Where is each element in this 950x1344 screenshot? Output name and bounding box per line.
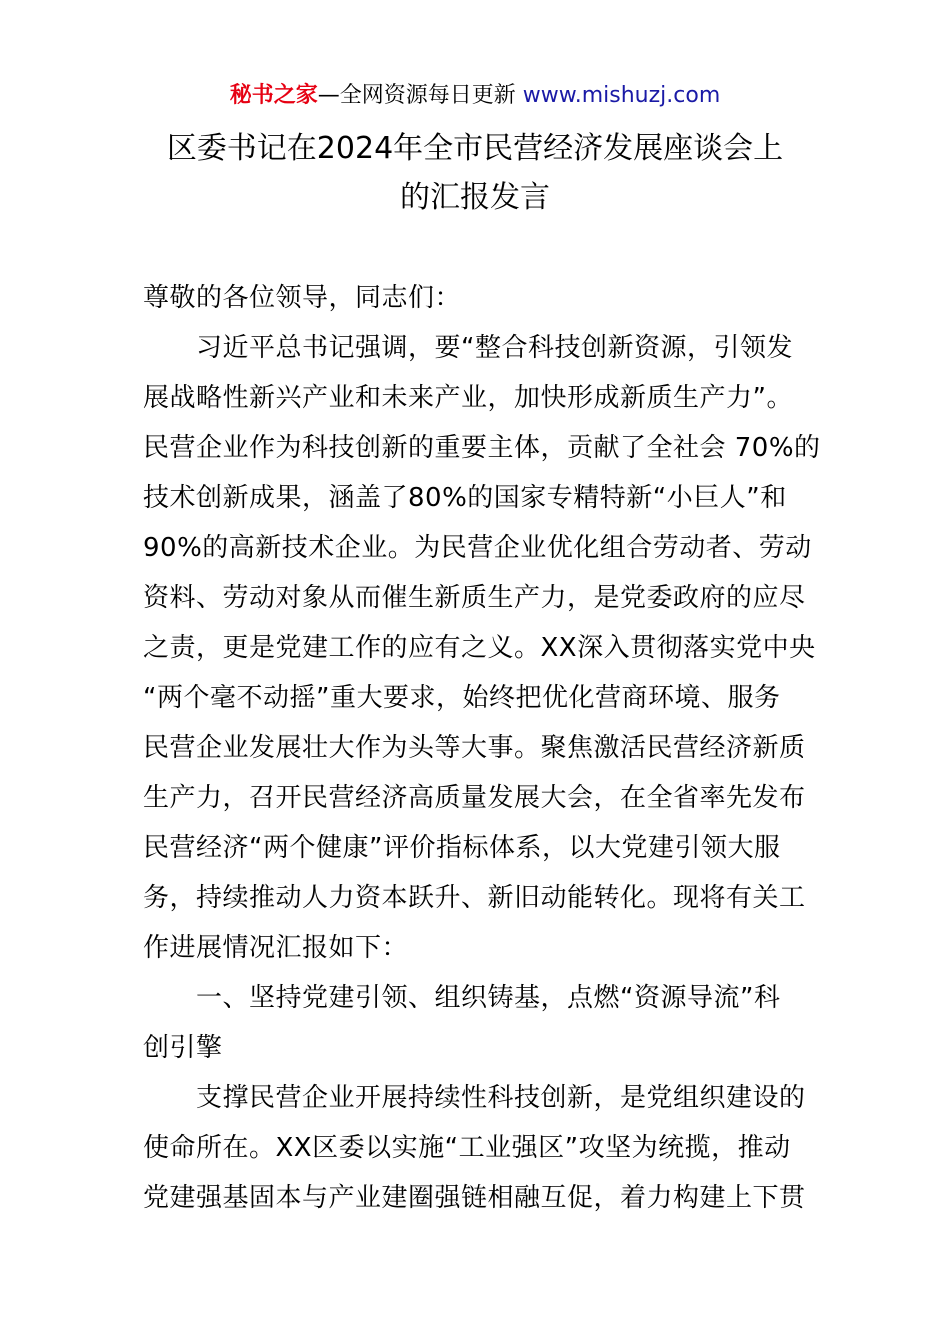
site-url-link[interactable]: www.mishuzj.com — [522, 83, 721, 108]
paragraph-line: 90%的高新技术企业。为民营企业优化组合劳动者、劳动 — [143, 533, 812, 563]
paragraph-line: 民营企业作为科技创新的重要主体，贡献了全社会 70%的 — [143, 433, 821, 463]
section-heading-line: 创引擎 — [143, 1033, 223, 1063]
paragraph-line: 技术创新成果，涵盖了80%的国家专精特新“小巨人”和 — [143, 483, 787, 513]
paragraph-line: “两个毫不动摇”重大要求，始终把优化营商环境、服务 — [143, 683, 781, 713]
paragraph-line: 党建强基固本与产业建圈强链相融互促，着力构建上下贯 — [143, 1183, 806, 1213]
paragraph-line: 之责，更是党建工作的应有之义。XX深入贯彻落实党中央 — [143, 633, 816, 663]
paragraph-line: 展战略性新兴产业和未来产业，加快形成新质生产力”。 — [143, 383, 793, 413]
site-header — [0, 80, 950, 112]
paragraph-line: 务，持续推动人力资本跃升、新旧动能转化。现将有关工 — [143, 883, 806, 913]
brand-name: 秘书之家 — [229, 83, 318, 108]
section-heading-line: 一、坚持党建引领、组织铸基，点燃“资源导流”科 — [143, 983, 781, 1013]
paragraph-line: 支撑民营企业开展持续性科技创新，是党组织建设的 — [143, 1083, 806, 1113]
paragraph-line: 作进展情况汇报如下： — [143, 933, 409, 963]
salutation: 尊敬的各位领导，同志们： — [143, 283, 462, 313]
paragraph-line: 生产力，召开民营经济高质量发展大会，在全省率先发布 — [143, 783, 806, 813]
document-title-line-2: 的汇报发言 — [400, 180, 550, 215]
header-tagline: —全网资源每日更新 — [317, 83, 523, 108]
paragraph-line: 资料、劳动对象从而催生新质生产力，是党委政府的应尽 — [143, 583, 806, 613]
paragraph-line: 民营企业发展壮大作为头等大事。聚焦激活民营经济新质 — [143, 733, 806, 763]
paragraph-line: 民营经济“两个健康”评价指标体系，以大党建引领大服 — [143, 833, 781, 863]
paragraph-line: 习近平总书记强调，要“整合科技创新资源，引领发 — [143, 333, 793, 363]
document-title-line-1: 区委书记在2024年全市民营经济发展座谈会上 — [166, 131, 784, 166]
paragraph-line: 使命所在。XX区委以实施“工业强区”攻坚为统揽，推动 — [143, 1133, 791, 1163]
